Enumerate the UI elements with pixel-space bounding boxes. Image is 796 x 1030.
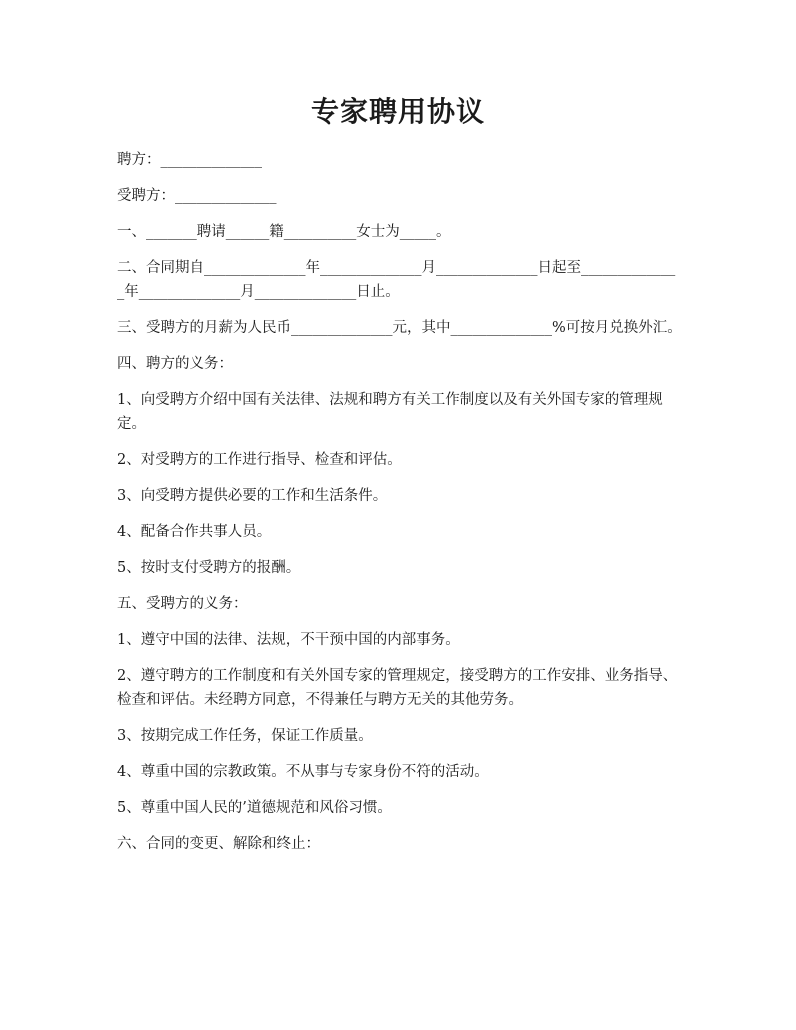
section-5-item-5: 5、尊重中国人民的’道德规范和风俗习惯。	[117, 800, 392, 816]
employee-line: 受聘方：______________	[117, 188, 277, 204]
document-body	[117, 148, 682, 868]
document-title: 专家聘用协议	[310, 95, 485, 128]
section-4-item-1: 1、向受聘方介绍中国有关法律、法规和聘方有关工作制度以及有关外国专家的管理规定。	[117, 392, 663, 432]
section-5-item-1: 1、遵守中国的法律、法规，不干预中国的内部事务。	[117, 632, 460, 648]
section-5-item-4: 4、尊重中国的宗教政策。不从事与专家身份不符的活动。	[117, 764, 489, 780]
section-4-heading: 四、聘方的义务：	[117, 356, 233, 372]
clause-1: 一、_______聘请______籍__________女士为_____。	[117, 224, 451, 240]
section-4-item-4: 4、配备合作共事人员。	[117, 524, 272, 540]
section-4-item-5: 5、按时支付受聘方的报酬。	[117, 560, 301, 576]
employer-line: 聘方：______________	[117, 152, 262, 168]
section-5-item-3: 3、按期完成工作任务，保证工作质量。	[117, 728, 373, 744]
section-5-item-2: 2、遵守聘方的工作制度和有关外国专家的管理规定，接受聘方的工作安排、业务指导、检查和评估。未经聘方同意，不得兼任与聘方无关的其他劳务。	[117, 668, 678, 708]
section-4-item-2: 2、对受聘方的工作进行指导、检查和评估。	[117, 452, 402, 468]
clause-2-contract-period: 二、合同期自______________年______________月______________日起至______________年______________月______________日止。	[117, 260, 676, 300]
section-6-heading: 六、合同的变更、解除和终止：	[117, 836, 320, 852]
section-4-item-3: 3、向受聘方提供必要的工作和生活条件。	[117, 488, 388, 504]
clause-3-salary: 三、受聘方的月薪为人民币______________元，其中______________%可按月兑换外汇。	[117, 320, 682, 336]
section-5-heading: 五、受聘方的义务：	[117, 596, 248, 612]
